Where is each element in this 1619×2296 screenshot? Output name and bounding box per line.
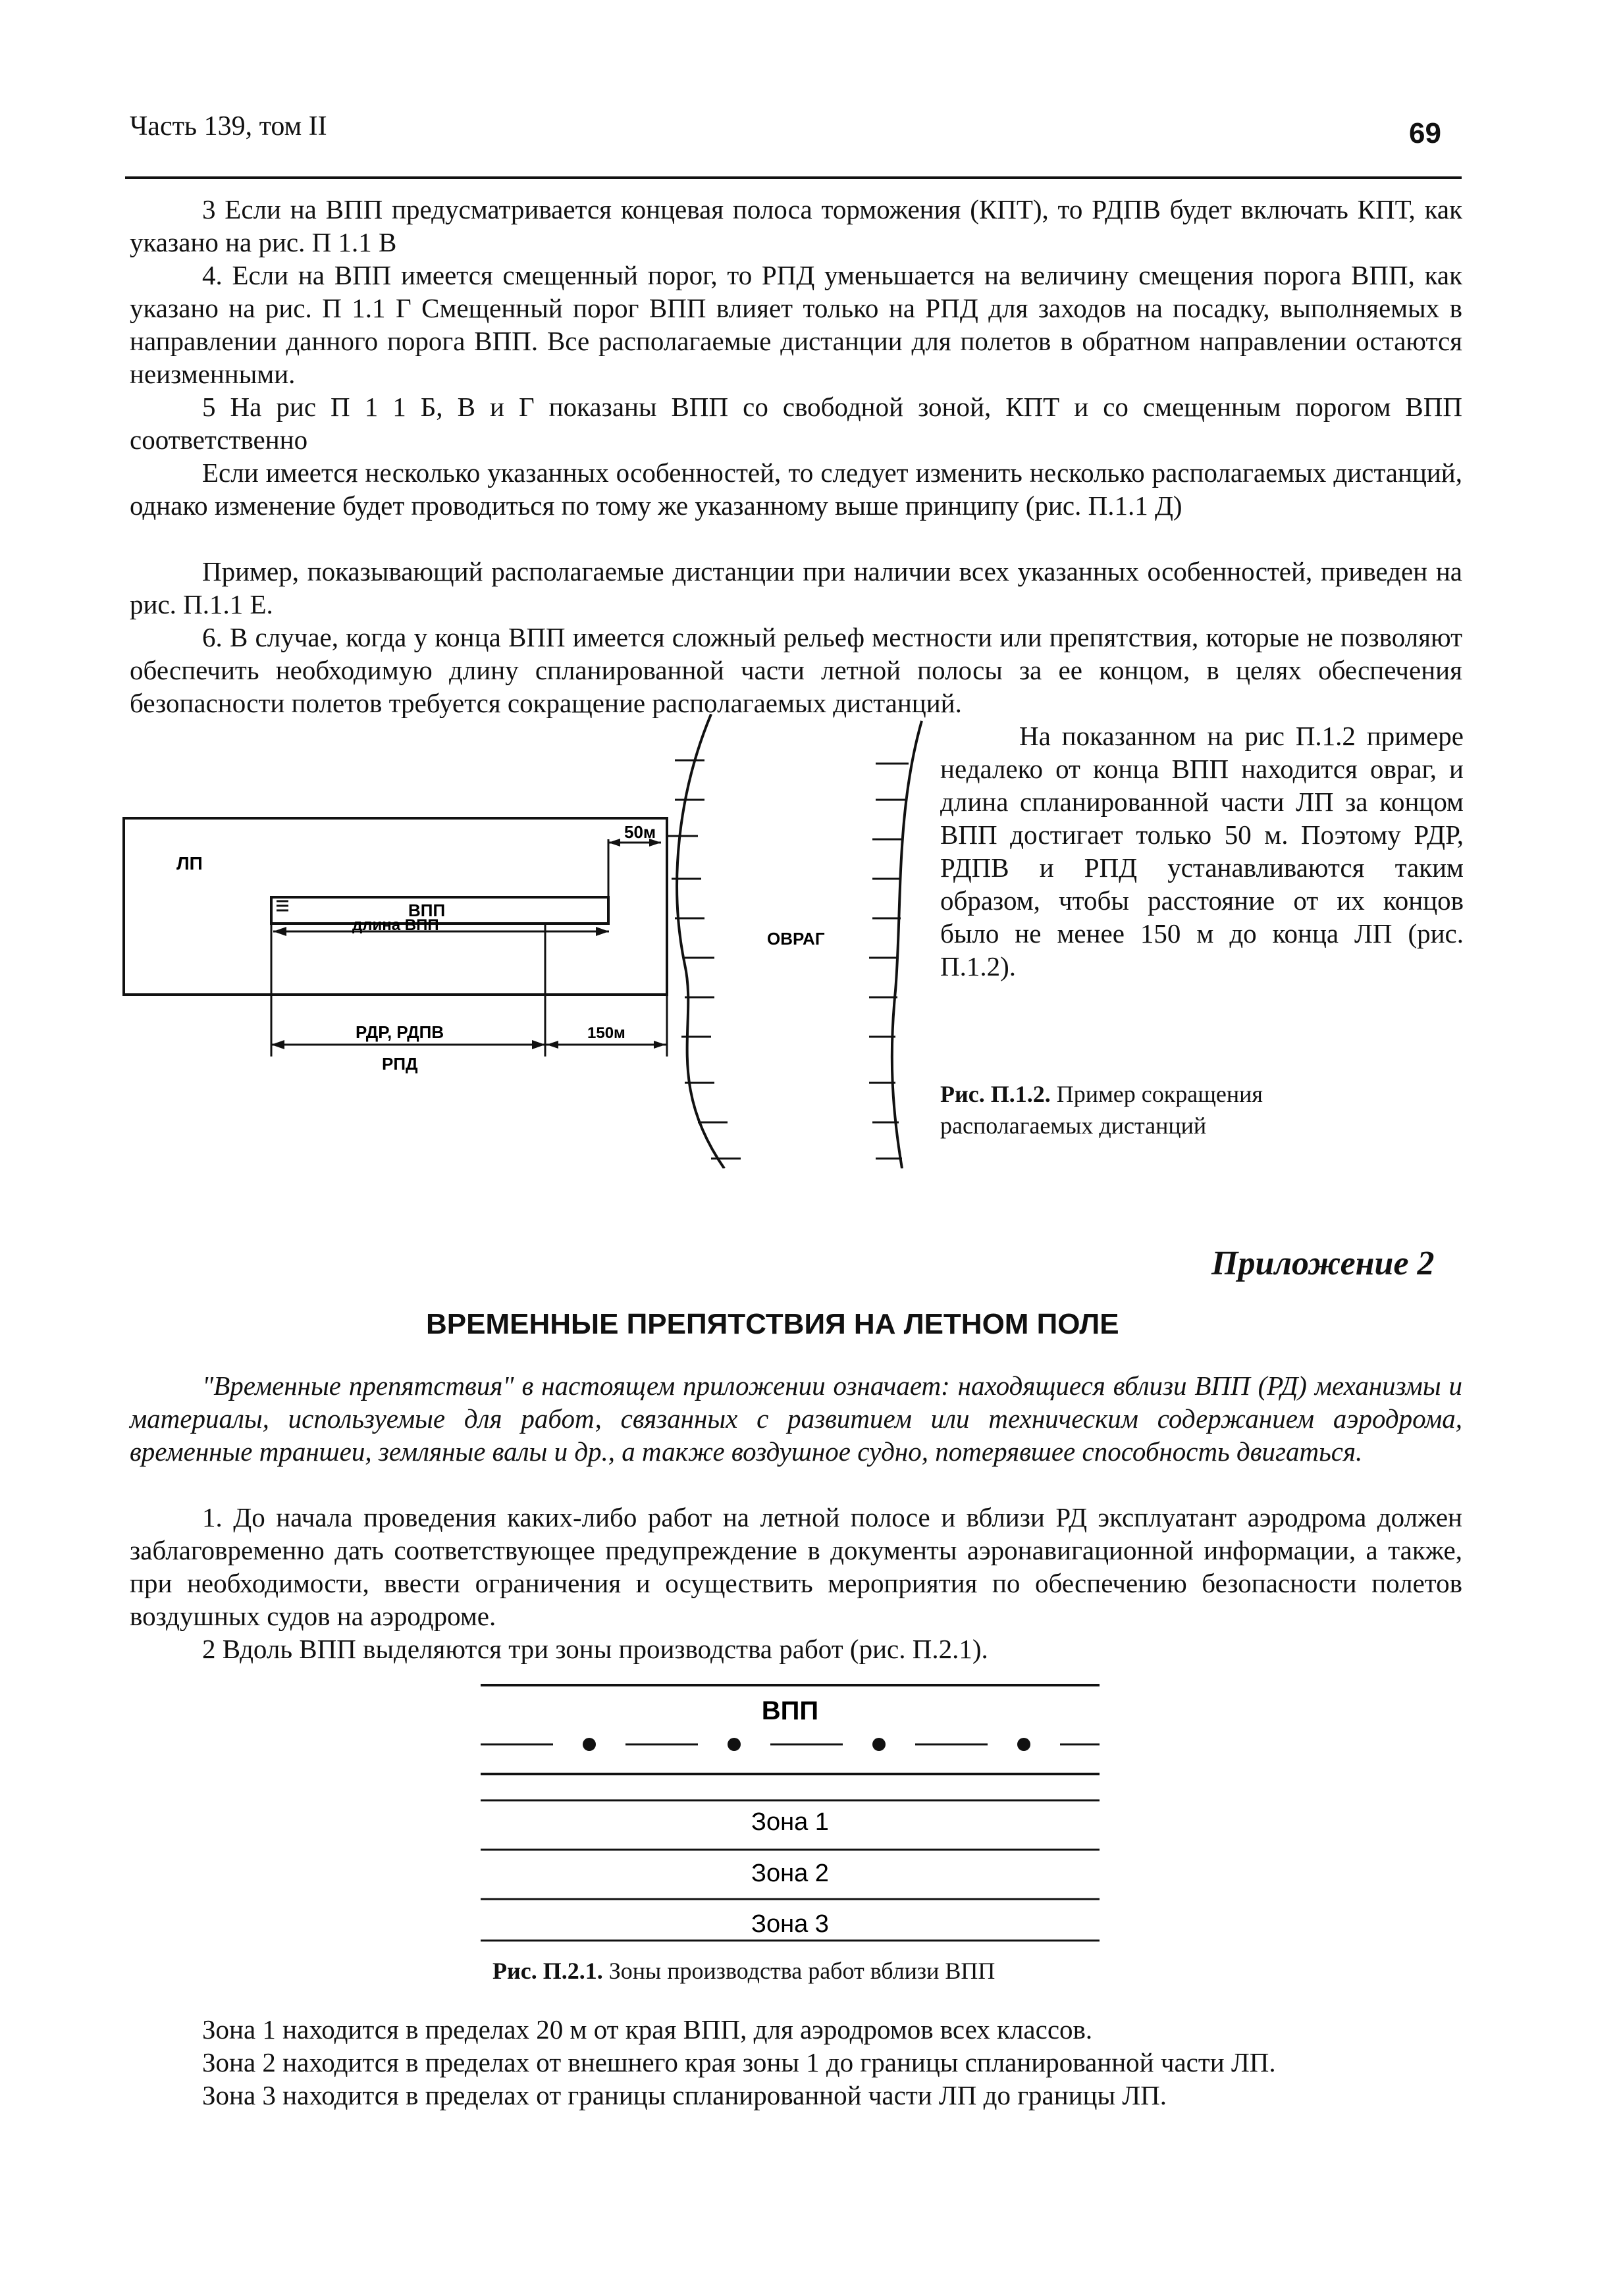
ravine-label: ОВРАГ <box>767 929 825 949</box>
d150-label: 150м <box>587 1024 625 1042</box>
paragraph-5c: Пример, показывающий располагаемые дистанции при наличии всех указанных особенностей, приведен на рис. П.1.1 Е. <box>130 556 1462 619</box>
zone3-text: Зона 3 находится в пределах от границы спланированной части ЛП до границы ЛП. <box>202 2080 1167 2110</box>
vpp-label: ВПП <box>408 900 446 920</box>
ravine-edge-left <box>677 714 724 1168</box>
lp-rect <box>124 818 667 995</box>
paragraph-6: 6. В случае, когда у конца ВПП имеется сложный рельеф местности или препятствия, которые не позволяют обеспечить необходимую длину спланированной части летной полосы за ее концом, в целях обеспечения безопасности полетов требуется сокращение располагаемых дистанций. <box>130 622 1462 718</box>
rpd-label: РПД <box>382 1054 418 1074</box>
zone2-text: Зона 2 находится в пределах от внешнего края зоны 1 до границы спланированной части ЛП. <box>202 2047 1276 2077</box>
header-rule <box>125 176 1462 179</box>
appendix-definition: "Временные препятствия" в настоящем приложении означает: находящиеся вблизи ВПП (РД) механизмы и материалы, используемые для работ, связанных с развитием или техническим содержанием аэродрома, временные траншеи, земляные валы и др., а также воздушное судно, потерявшее способность двигаться. <box>130 1370 1462 1467</box>
appendix-item2: 2 Вдоль ВПП выделяются три зоны производства работ (рис. П.2.1). <box>202 1634 988 1664</box>
runway-label: ВПП <box>761 1696 819 1725</box>
paragraph-3: 3 Если на ВПП предусматривается концевая полоса торможения (КПТ), то РДПВ будет включать КПТ, как указано на рис. П 1.1 В <box>130 194 1462 257</box>
zone3-label: Зона 3 <box>751 1910 829 1938</box>
lp-label: ЛП <box>176 853 203 874</box>
figure1-caption <box>940 1078 1401 1141</box>
paragraph-5b: Если имеется несколько указанных особенностей, то следует изменить несколько располагаемых дистанций, однако изменение будет проводиться по тому же указанному выше принципу (рис. П.1.1 Д) <box>130 457 1462 521</box>
ravine-edge-right <box>892 721 922 1168</box>
figure1-caption-text: Пример сокращения располагаемых дистанций <box>940 1081 1263 1139</box>
figure2-caption-text: Зоны производства работ вблизи ВПП <box>608 1958 995 1984</box>
rdr-label: РДР, РДПВ <box>356 1022 444 1042</box>
appendix-title: ВРЕМЕННЫЕ ПРЕПЯТСТВИЯ НА ЛЕТНОМ ПОЛЕ <box>426 1308 1119 1340</box>
figure2-caption <box>492 1955 1151 1987</box>
zone2-label: Зона 2 <box>751 1860 829 1887</box>
vpp-length-label: длина ВПП <box>352 916 439 934</box>
paragraph-6-side: На показанном на рис П.1.2 примере недалеко от конца ВПП находится овраг, и длина спланированной части ЛП за концом ВПП достигает только 50 м. Поэтому РДР, РДПВ и РПД устанавливаются таким образом, чтобы расстояние от их концов было не менее 150 м до конца ЛП (рис. П.1.2). <box>940 721 1464 981</box>
appendix-label: Приложение 2 <box>1211 1245 1435 1282</box>
paragraph-4: 4. Если на ВПП имеется смещенный порог, то РПД уменьшается на величину смещения порога ВПП, как указано на рис. П 1.1 Г Смещенный порог ВПП влияет только на РПД для заходов на посадку, выполняемых в направлении данного порога ВПП. Все располагаемые дистанции для полетов в обратном направлении остаются неизменными. <box>130 260 1462 389</box>
running-header: Часть 139, том II <box>130 111 327 142</box>
figure1-caption-number: Рис. П.1.2. <box>940 1081 1051 1107</box>
d50-label: 50м <box>624 822 656 842</box>
figure-work-zones <box>474 1672 1106 1942</box>
page-number: 69 <box>1409 117 1441 149</box>
figure2-caption-number: Рис. П.2.1. <box>492 1958 603 1984</box>
appendix-item1: 1. До начала проведения каких-либо работ на летной полосе и вблизи РД эксплуатант аэродрома должен заблаговременно дать соответствующее предупреждение в документы аэронавигационной информации, а также, при необходимости, ввести ограничения и осуществить мероприятия по обеспечению безопасности полетов воздушных судов на аэродроме. <box>130 1502 1462 1631</box>
zone1-label: Зона 1 <box>751 1808 829 1836</box>
zone1-text: Зона 1 находится в пределах 20 м от края ВПП, для аэродромов всех классов. <box>202 2014 1093 2045</box>
figure-runway-ravine <box>119 714 935 1168</box>
paragraph-5: 5 На рис П 1 1 Б, В и Г показаны ВПП со свободной зоной, КПТ и со смещенным порогом ВПП соответственно <box>130 392 1462 455</box>
